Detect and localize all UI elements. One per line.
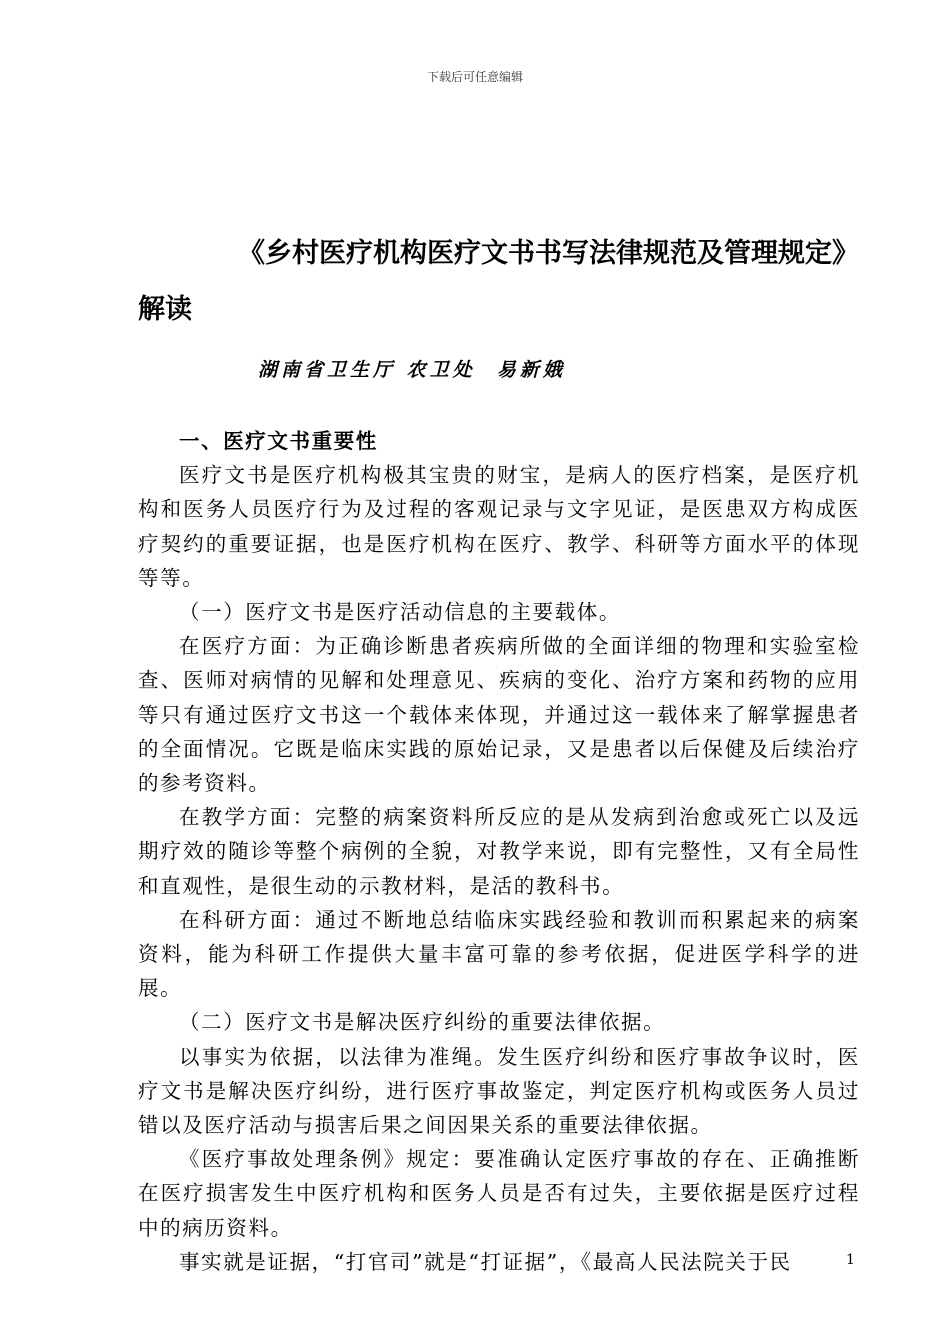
subsection-heading: （一）医疗文书是医疗活动信息的主要载体。	[179, 600, 621, 625]
paragraph: 在医疗方面：为正确诊断患者疾病所做的全面详细的物理和实验室检查、医师对病情的见解和处理意见、疾病的变化、治疗方案和药物的应用等只有通过医疗文书这一个载体来体现，并通过这一载体来了解掌握患者的全面情况。它既是临床实践的原始记录，又是患者以后保健及后续治疗的参考资料。	[138, 634, 860, 796]
document-title: 《乡村医疗机构医疗文书书写法律规范及管理规定》解读	[138, 238, 859, 325]
paragraph: 在教学方面：完整的病案资料所反应的是从发病到治愈或死亡以及远期疗效的随诊等整个病例的全貌，对教学来说，即有完整性，又有全局性和直观性，是很生动的示教材料，是活的教科书。	[138, 805, 860, 898]
paragraph: 《医疗事故处理条例》规定：要准确认定医疗事故的存在、正确推断在医疗损害发生中医疗机构和医务人员是否有过失，主要依据是医疗过程中的病历资料。	[138, 1147, 860, 1240]
subsection-heading: （二）医疗文书是解决医疗纠纷的重要法律依据。	[179, 1010, 666, 1035]
paragraph: 医疗文书是医疗机构极其宝贵的财宝，是病人的医疗档案，是医疗机构和医务人员医疗行为及过程的客观记录与文字见证，是医患双方构成医疗契约的重要证据，也是医疗机构在医疗、教学、科研等方面水平的体现等等。	[138, 463, 860, 590]
document-body	[138, 424, 860, 1279]
author-line: 湖南省卫生厅 农卫处 易新娥	[258, 359, 566, 381]
paragraph: 事实就是证据，“打官司”就是“打证据”，《最高人民法院关于民	[179, 1249, 792, 1274]
page-number: 1	[846, 1252, 855, 1268]
paragraph: 在科研方面：通过不断地总结临床实践经验和教训而积累起来的病案资料，能为科研工作提供大量丰富可靠的参考依据，促进医学科学的进展。	[138, 907, 860, 1001]
paragraph: 以事实为依据，以法律为准绳。发生医疗纠纷和医疗事故争议时，医疗文书是解决医疗纠纷，进行医疗事故鉴定，判定医疗机构或医务人员过错以及医疗活动与损害后果之间因果关系的重要法律依据。	[138, 1044, 860, 1138]
page-header: 下载后可任意编辑	[426, 70, 523, 84]
section-heading: 一、医疗文书重要性	[179, 429, 378, 453]
